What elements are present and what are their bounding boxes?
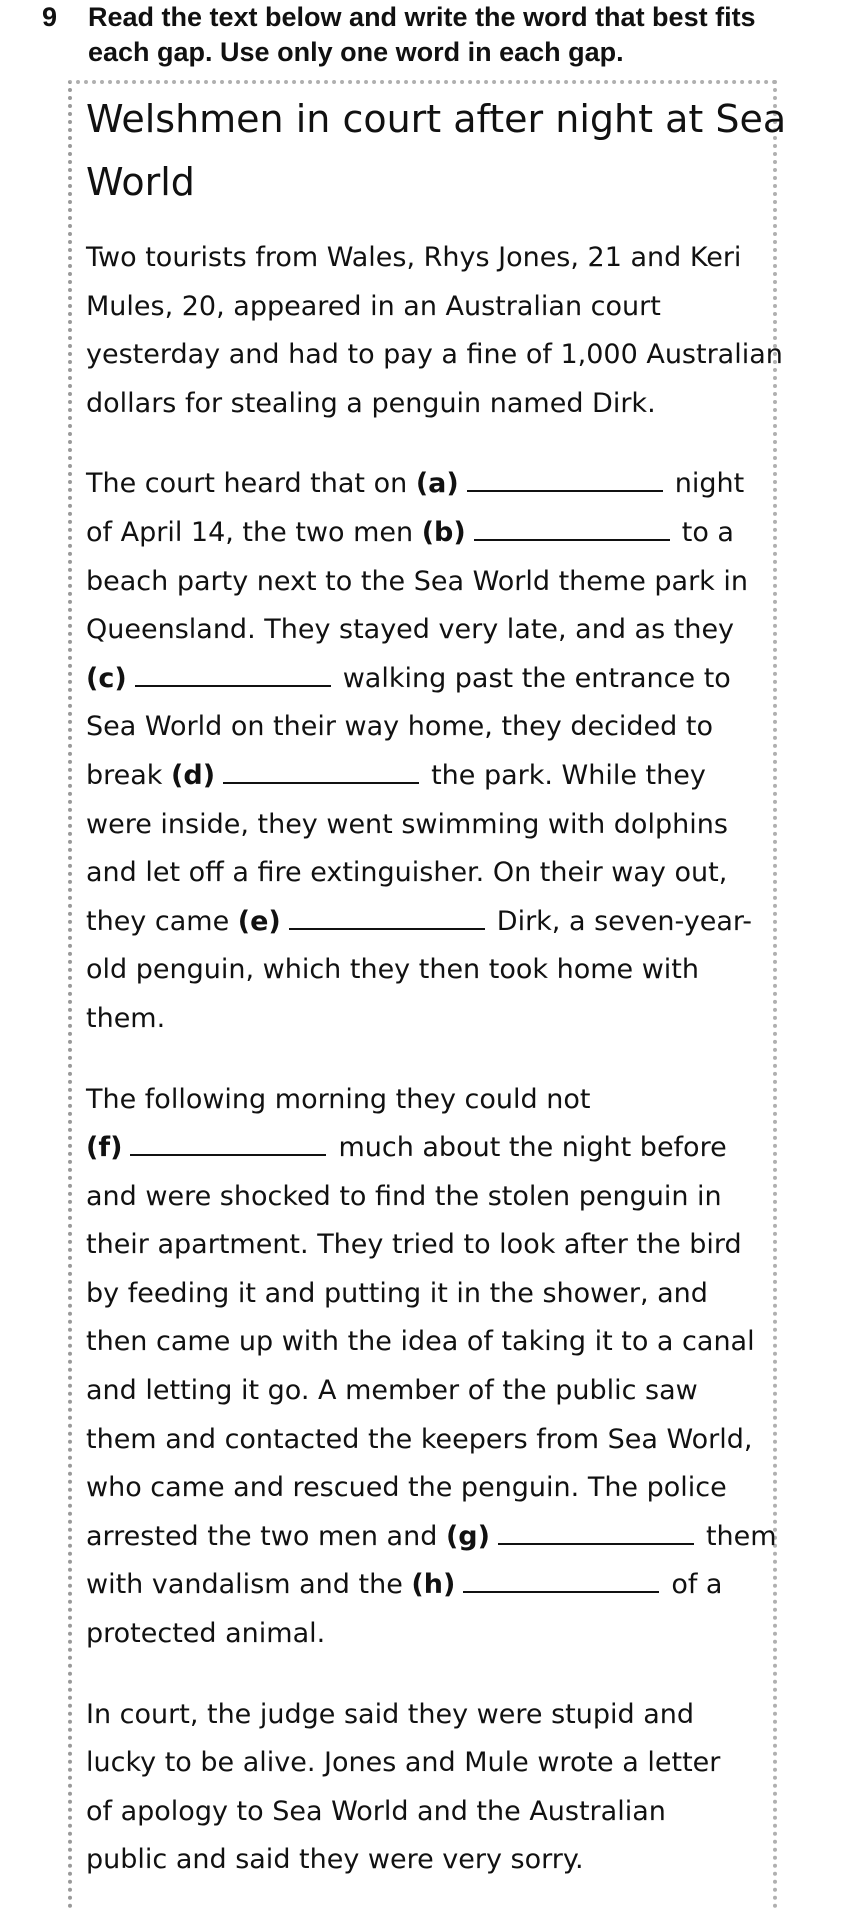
gap-f-blank[interactable] — [130, 1132, 326, 1156]
text-line: and let off a fire extinguisher. On their way out, — [86, 857, 728, 889]
text-line: beach party next to the Sea World theme park in — [86, 565, 749, 597]
text-line — [86, 1124, 766, 1173]
article-content — [86, 88, 787, 1917]
gap-b-blank[interactable] — [474, 517, 670, 541]
paragraph-2 — [86, 460, 766, 1043]
text-line: their apartment. They tried to look after the bird — [86, 1229, 742, 1261]
text-fragment: them — [705, 1520, 777, 1552]
gap-g-blank[interactable] — [498, 1521, 694, 1545]
gap-a-blank[interactable] — [467, 468, 663, 492]
text-line: yesterday and had to pay a fine of 1,000 Australian — [86, 339, 783, 371]
text-fragment: the park. While they — [431, 759, 706, 791]
text-fragment: of a — [671, 1569, 723, 1601]
gap-d-blank[interactable] — [223, 760, 419, 784]
title-line: Welshmen in court after night at Sea — [86, 97, 787, 141]
text-fragment: arrested the two men and — [86, 1520, 438, 1552]
text-line — [86, 655, 766, 704]
task-number: 9 — [42, 2, 58, 32]
text-fragment: Dirk, a seven-year- — [496, 905, 753, 937]
paragraph-4 — [86, 1691, 766, 1885]
text-fragment: with vandalism and the — [86, 1569, 403, 1601]
text-line: public and said they were very sorry. — [86, 1844, 584, 1876]
gap-e-blank[interactable] — [289, 906, 485, 930]
instruction-line: each gap. Use only one word in each gap. — [88, 37, 624, 67]
text-line: who came and rescued the penguin. The police — [86, 1472, 727, 1504]
gap-e-label: (e) — [237, 905, 281, 937]
text-line — [86, 509, 766, 558]
paragraph-3 — [86, 1076, 777, 1659]
text-line: then came up with the idea of taking it to a canal — [86, 1326, 755, 1358]
gap-g-label: (g) — [445, 1520, 490, 1552]
text-fragment: walking past the entrance to — [342, 662, 731, 694]
text-line: and letting it go. A member of the public saw — [86, 1375, 698, 1407]
text-line: lucky to be alive. Jones and Mule wrote a letter — [86, 1747, 721, 1779]
text-line: Two tourists from Wales, Rhys Jones, 21 and Keri — [86, 242, 742, 273]
text-fragment: much about the night before — [338, 1132, 727, 1164]
title-line: World — [86, 160, 195, 204]
text-fragment: of April 14, the two men — [86, 516, 414, 548]
gap-f-label: (f) — [86, 1132, 123, 1164]
text-line — [86, 752, 766, 801]
text-line: them. — [86, 1002, 166, 1034]
gap-a-label: (a) — [415, 468, 459, 500]
text-line: protected animal. — [86, 1618, 326, 1650]
text-fragment: night — [674, 468, 745, 500]
gap-b-label: (b) — [421, 516, 466, 548]
text-line — [86, 898, 766, 947]
text-line: old penguin, which they then took home with — [86, 954, 699, 986]
gap-h-label: (h) — [411, 1569, 456, 1601]
gap-c-label: (c) — [86, 662, 127, 694]
text-line: dollars for stealing a penguin named Dirk. — [86, 387, 656, 419]
task-instruction — [88, 0, 848, 70]
text-line: were inside, they went swimming with dolphins — [86, 808, 728, 840]
text-line — [86, 1561, 766, 1610]
text-line: Sea World on their way home, they decided to — [86, 711, 713, 743]
text-line: In court, the judge said they were stupid and — [86, 1698, 694, 1730]
text-line: of apology to Sea World and the Australian — [86, 1795, 666, 1827]
gap-c-blank[interactable] — [135, 663, 331, 687]
text-line: Queensland. They stayed very late, and as they — [86, 614, 735, 646]
gap-h-blank[interactable] — [463, 1569, 659, 1593]
text-line: and were shocked to find the stolen penguin in — [86, 1180, 722, 1212]
text-line: them and contacted the keepers from Sea World, — [86, 1423, 753, 1455]
text-line — [86, 1513, 777, 1562]
gap-d-label: (d) — [171, 759, 216, 791]
text-fragment: to a — [681, 516, 734, 548]
text-fragment: The court heard that on — [86, 468, 408, 500]
text-line — [86, 460, 766, 509]
text-line: The following morning they could not — [86, 1083, 591, 1115]
text-fragment: break — [86, 759, 163, 791]
paragraph-1 — [86, 234, 783, 428]
text-fragment: they came — [86, 905, 230, 937]
article-title — [86, 88, 787, 214]
text-line: by feeding it and putting it in the shower, and — [86, 1277, 708, 1309]
text-line: Mules, 20, appeared in an Australian court — [86, 290, 661, 322]
instruction-line: Read the text below and write the word that best fits — [88, 2, 756, 32]
